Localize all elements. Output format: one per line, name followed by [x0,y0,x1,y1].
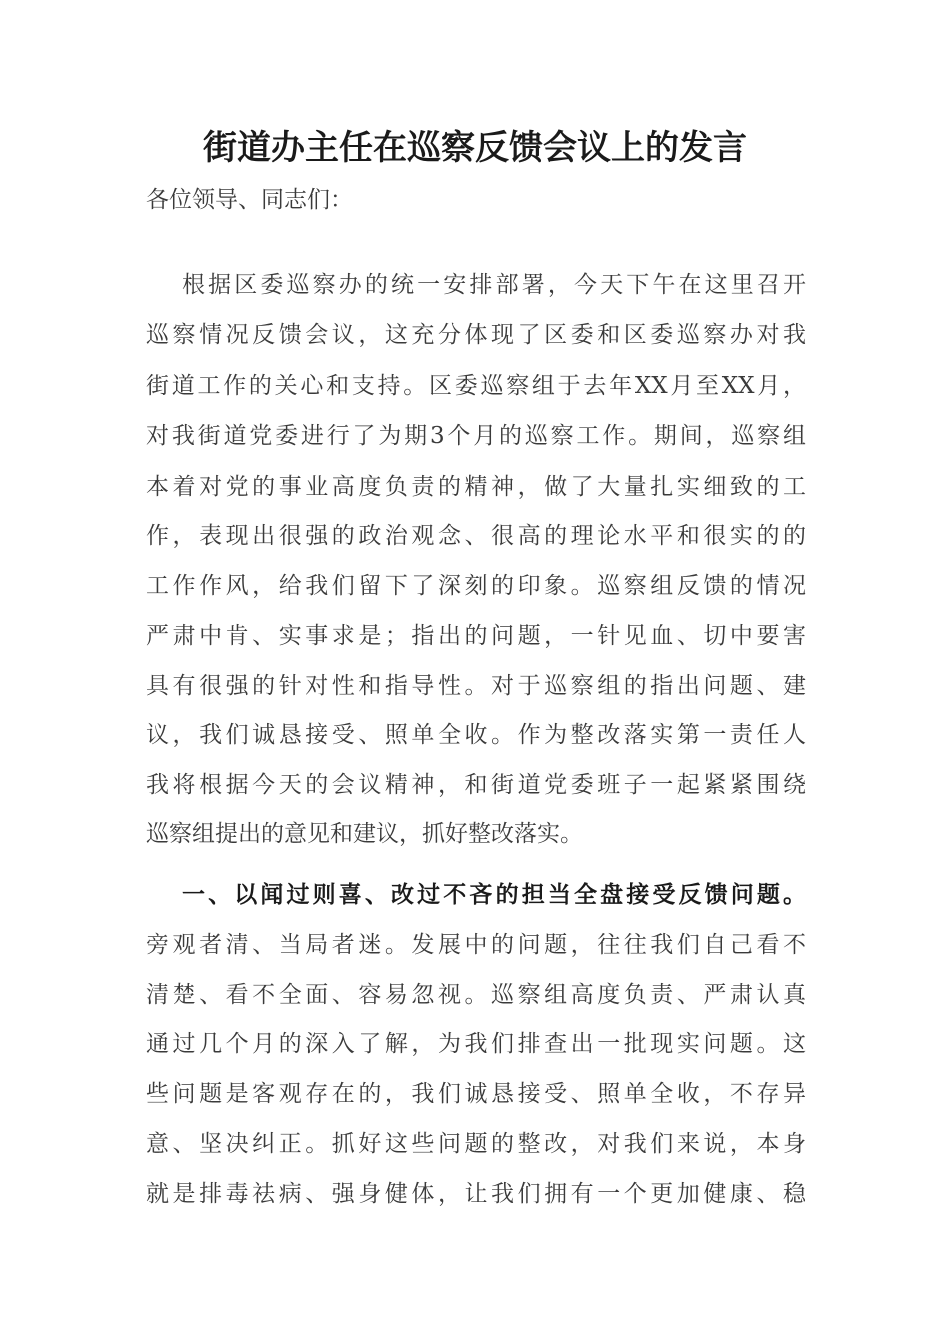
paragraph-line: 就是排毒祛病、强身健体，让我们拥有一个更加健康、稳 [146,1181,806,1207]
paragraph-line: 工作作风，给我们留下了深刻的印象。巡察组反馈的情况 [146,573,806,599]
section-heading: 一、以闻过则喜、改过不吝的担当全盘接受反馈问题。 [182,882,806,908]
paragraph-line: 些问题是客观存在的，我们诚恳接受、照单全收，不存异 [146,1081,806,1107]
paragraph-line: 作，表现出很强的政治观念、很高的理论水平和很实的的 [146,523,806,549]
paragraph-line: 根据区委巡察办的统一安排部署，今天下午在这里召开 [182,272,806,298]
paragraph-line: 议，我们诚恳接受、照单全收。作为整改落实第一责任人 [146,722,806,748]
paragraph-line: 具有很强的针对性和指导性。对于巡察组的指出问题、建 [146,673,806,699]
document-title: 街道办主任在巡察反馈会议上的发言 [203,128,747,168]
paragraph-line: 通过几个月的深入了解，为我们排查出一批现实问题。这 [146,1031,806,1057]
paragraph-line: 严肃中肯、实事求是；指出的问题，一针见血、切中要害 [146,623,806,649]
paragraph-line: 巡察情况反馈会议，这充分体现了区委和区委巡察办对我 [146,322,806,348]
paragraph-line: 对我街道党委进行了为期3个月的巡察工作。期间，巡察组 [146,423,806,449]
paragraph-line: 巡察组提出的意见和建议，抓好整改落实。 [146,821,583,847]
paragraph-line: 旁观者清、当局者迷。发展中的问题，往往我们自己看不 [146,932,806,958]
paragraph-line: 清楚、看不全面、容易忽视。巡察组高度负责、严肃认真 [146,982,806,1008]
salutation: 各位领导、同志们： [146,187,353,213]
paragraph-line: 街道工作的关心和支持。区委巡察组于去年XX月至XX月， [146,373,806,399]
paragraph-line: 本着对党的事业高度负责的精神，做了大量扎实细致的工 [146,474,806,500]
paragraph-line: 意、坚决纠正。抓好这些问题的整改，对我们来说，本身 [146,1131,806,1157]
paragraph-line: 我将根据今天的会议精神，和街道党委班子一起紧紧围绕 [146,772,806,798]
